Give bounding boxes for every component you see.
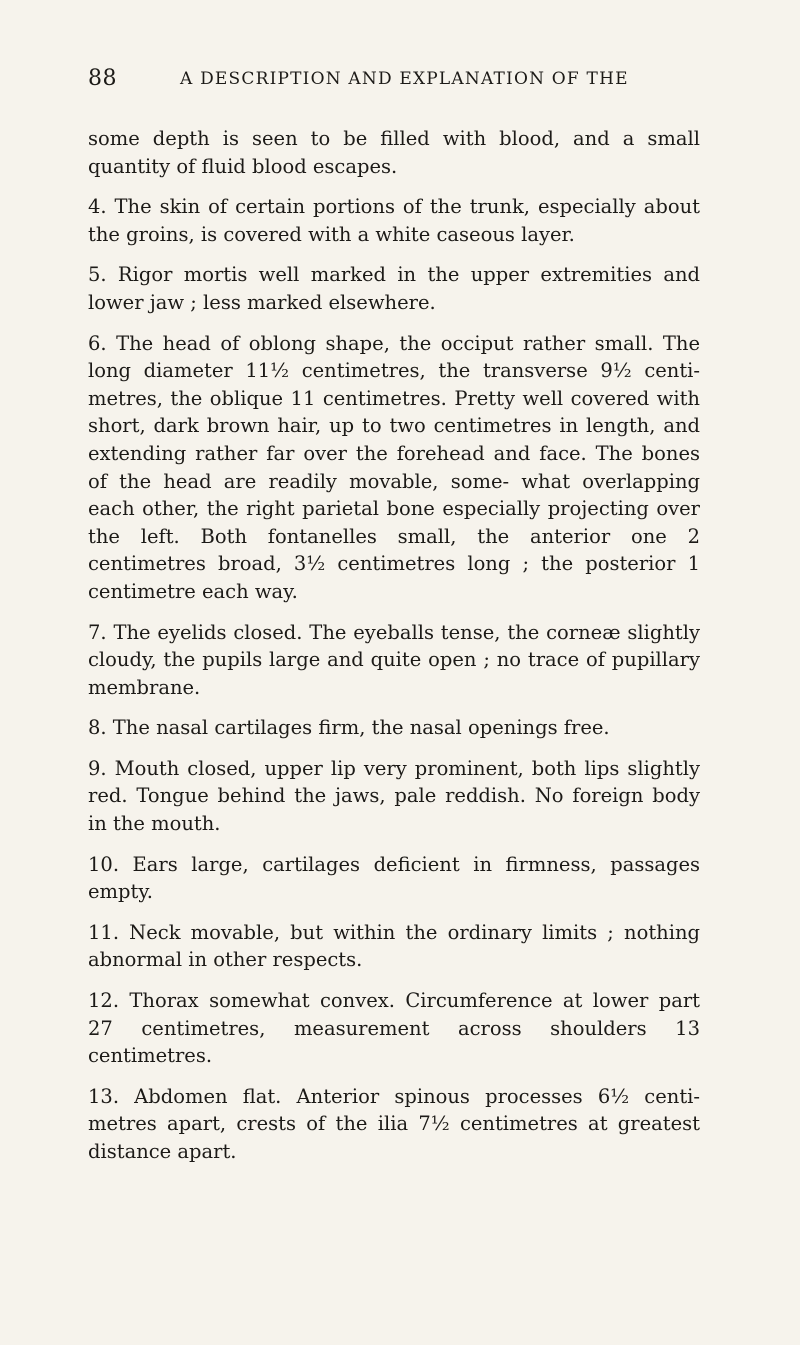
paragraph-item-11: 11. Neck movable, but within the ordinary limits ; nothing abnormal in other respects. [88, 920, 700, 972]
paragraph-item-10: 10. Ears large, cartilages deficient in firmness, passages empty. [88, 852, 700, 904]
page-number: 88 [88, 66, 117, 91]
running-head: A DESCRIPTION AND EXPLANATION OF THE [180, 69, 629, 89]
paragraph-item-13: 13. Abdomen flat. Anterior spinous processes 6½ centi- metres apart, crests of the ilia 7½ centimetres at greatest distance apart. [88, 1084, 700, 1163]
paragraph-item-8: 8. The nasal cartilages firm, the nasal openings free. [88, 716, 610, 740]
paragraph-item-7: 7. The eyelids closed. The eyeballs tense, the corneæ slightly cloudy, the pupils large and quite open ; no trace of pupillary membrane. [88, 620, 700, 699]
paragraph-continuation: some depth is seen to be filled with blood, and a small quantity of fluid blood escapes. [88, 127, 700, 178]
paragraph-item-5: 5. Rigor mortis well marked in the upper extremities and lower jaw ; less marked elsewhere. [88, 263, 700, 314]
page-header [88, 66, 708, 96]
paragraph-item-4: 4. The skin of certain portions of the trunk, especially about the groins, is covered with a white caseous layer. [88, 195, 700, 246]
paragraph-item-6: 6. The head of oblong shape, the occiput rather small. The long diameter 11½ centimetres, the transverse 9½ centi- metres, the oblique 11 centimetres. Pretty well covered with short, dark brown hair, up to two centimetres in length, and extending rather far over the forehead and face. The bones of the head are readily movable, some- what overlapping each other, the right parietal bone especially projecting over the left. Both fontanelles small, the anterior one 2 centimetres broad, 3½ centimetres long ; the posterior 1 centimetre each way. [88, 331, 700, 603]
paragraph-item-9: 9. Mouth closed, upper lip very prominent, both lips slightly red. Tongue behind the jaws, pale reddish. No foreign body in the mouth. [88, 756, 700, 836]
body-text [88, 125, 700, 1179]
paragraph-item-12: 12. Thorax somewhat convex. Circumference at lower part 27 centimetres, measurement across shoulders 13 centimetres. [88, 989, 700, 1068]
